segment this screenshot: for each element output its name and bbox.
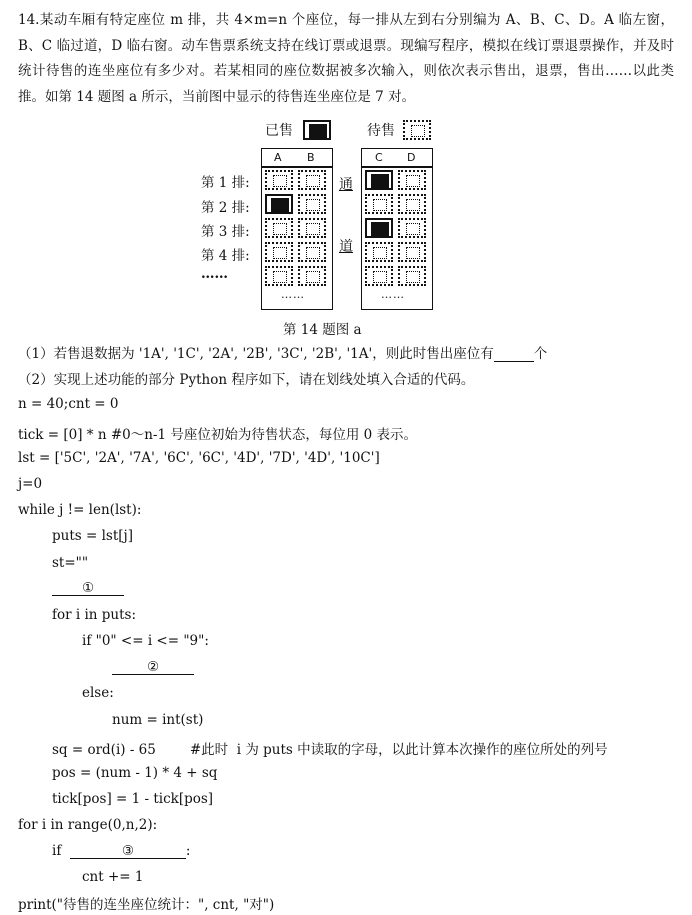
code-line-13: pos = (num - 1) * 4 + sq xyxy=(52,765,218,781)
code-line-15: for i in range(0,n,2): xyxy=(18,817,158,833)
seat-3c-sold xyxy=(365,218,393,238)
question-intro: 14.某动车厢有特定座位 m 排，共 4×m=n 个座位，每一排从左到右分别编为 A、B、C、D。A 临左窗，B、C 临过道，D 临右窗。动车售票系统支持在线订票或退票。现编写程序，模拟在线订票退票操作，并及时统计待售的连坐座位有多少对。若某相同的座位数据被多次输入，则依次表示售出，退票，售出……以此类推。如第 14 题图 a 所示，当前图中显示的待售连坐座位是 7 对。 xyxy=(18,12,674,105)
seat-3d-available xyxy=(398,218,426,238)
code-line-17: cnt += 1 xyxy=(82,869,144,885)
sub-question-1-text: （1）若售退数据为 '1A', '1C', '2A', '2B', '3C', '2B', '1A'，则此时售出座位有 xyxy=(18,346,494,362)
aisle-label-bottom: 道 xyxy=(339,239,353,255)
seat-2d-available xyxy=(398,194,426,214)
row-label-3: 第 3 排: xyxy=(201,224,250,240)
seat-5c-available xyxy=(365,266,393,286)
code-line-7: st="" xyxy=(52,555,89,571)
code-line-1: n = 40;cnt = 0 xyxy=(18,396,119,412)
seat-4a-available xyxy=(265,242,293,262)
seat-5d-available xyxy=(398,266,426,286)
answer-blank-q1[interactable] xyxy=(494,347,534,362)
code-line-3: lst = ['5C', '2A', '7A', '6C', '6C', '4D', '7D', '4D', '10C'] xyxy=(18,450,380,466)
code-blank-1-line xyxy=(52,580,124,596)
legend-sold-label: 已售 xyxy=(265,123,293,139)
code-line-18: print("待售的连坐座位统计：", cnt, "对") xyxy=(18,897,275,913)
left-header-divider xyxy=(261,166,333,168)
code-line-12 xyxy=(52,738,608,758)
seat-5b-available xyxy=(298,266,326,286)
seat-3a-available xyxy=(265,218,293,238)
seat-1d-available xyxy=(398,170,426,190)
row-label-1: 第 1 排: xyxy=(201,175,250,191)
code-line-16-colon: : xyxy=(185,843,191,859)
code-line-9: if "0" <= i <= "9": xyxy=(82,633,209,649)
sub-question-1 xyxy=(18,342,547,362)
code-blank-2-line xyxy=(112,659,194,675)
code-line-6: puts = lst[j] xyxy=(52,528,133,544)
aisle-label-top: 通 xyxy=(339,177,353,193)
code-line-10: else: xyxy=(82,685,114,701)
code-line-2: tick = [0] * n #0～n-1 号座位初始为待售状态，每位用 0 表示。 xyxy=(18,427,418,443)
seat-2c-available xyxy=(365,194,393,214)
code-line-14: tick[pos] = 1 - tick[pos] xyxy=(52,791,214,807)
code-line-12-comment: #此时 i 为 puts 中读取的字母，以此计算本次操作的座位所处的列号 xyxy=(189,742,608,758)
sub-question-1-unit: 个 xyxy=(533,346,548,362)
col-header-a: A xyxy=(274,151,282,164)
seat-2b-available xyxy=(298,194,326,214)
code-line-5: while j != len(lst): xyxy=(18,502,142,518)
code-blank-3[interactable]: ③ xyxy=(70,844,186,859)
code-line-4: j=0 xyxy=(18,476,43,492)
seat-2a-sold xyxy=(265,194,293,214)
right-block-ellipsis: …… xyxy=(381,288,405,301)
seat-4b-available xyxy=(298,242,326,262)
code-line-11: num = int(st) xyxy=(112,712,204,728)
col-header-d: D xyxy=(407,151,416,164)
legend-sold-seat-icon xyxy=(303,120,331,140)
seat-4d-available xyxy=(398,242,426,262)
seat-1c-sold xyxy=(365,170,393,190)
figure-caption: 第 14 题图 a xyxy=(283,322,362,338)
row-label-more: …… xyxy=(201,266,228,282)
seat-4c-available xyxy=(365,242,393,262)
seat-1a-available xyxy=(265,170,293,190)
right-header-divider xyxy=(361,166,433,168)
code-blank-2[interactable]: ② xyxy=(112,660,194,675)
seat-1b-available xyxy=(298,170,326,190)
code-line-12-code: sq = ord(i) - 65 xyxy=(52,742,156,758)
code-blank-1[interactable]: ① xyxy=(52,581,124,596)
sub-question-2: （2）实现上述功能的部分 Python 程序如下，请在划线处填入合适的代码。 xyxy=(18,372,475,388)
row-label-4: 第 4 排: xyxy=(201,248,250,264)
code-line-16 xyxy=(52,843,190,859)
col-header-b: B xyxy=(307,151,315,164)
seat-3b-available xyxy=(298,218,326,238)
col-header-c: C xyxy=(375,151,383,164)
seat-map-figure xyxy=(195,118,455,318)
legend-available-seat-icon xyxy=(403,120,431,140)
code-line-16-if: if xyxy=(52,843,62,859)
seat-5a-available xyxy=(265,266,293,286)
code-line-8: for i in puts: xyxy=(52,607,137,623)
left-block-ellipsis: …… xyxy=(281,288,305,301)
legend-available-label: 待售 xyxy=(367,123,395,139)
row-label-2: 第 2 排: xyxy=(201,200,250,216)
